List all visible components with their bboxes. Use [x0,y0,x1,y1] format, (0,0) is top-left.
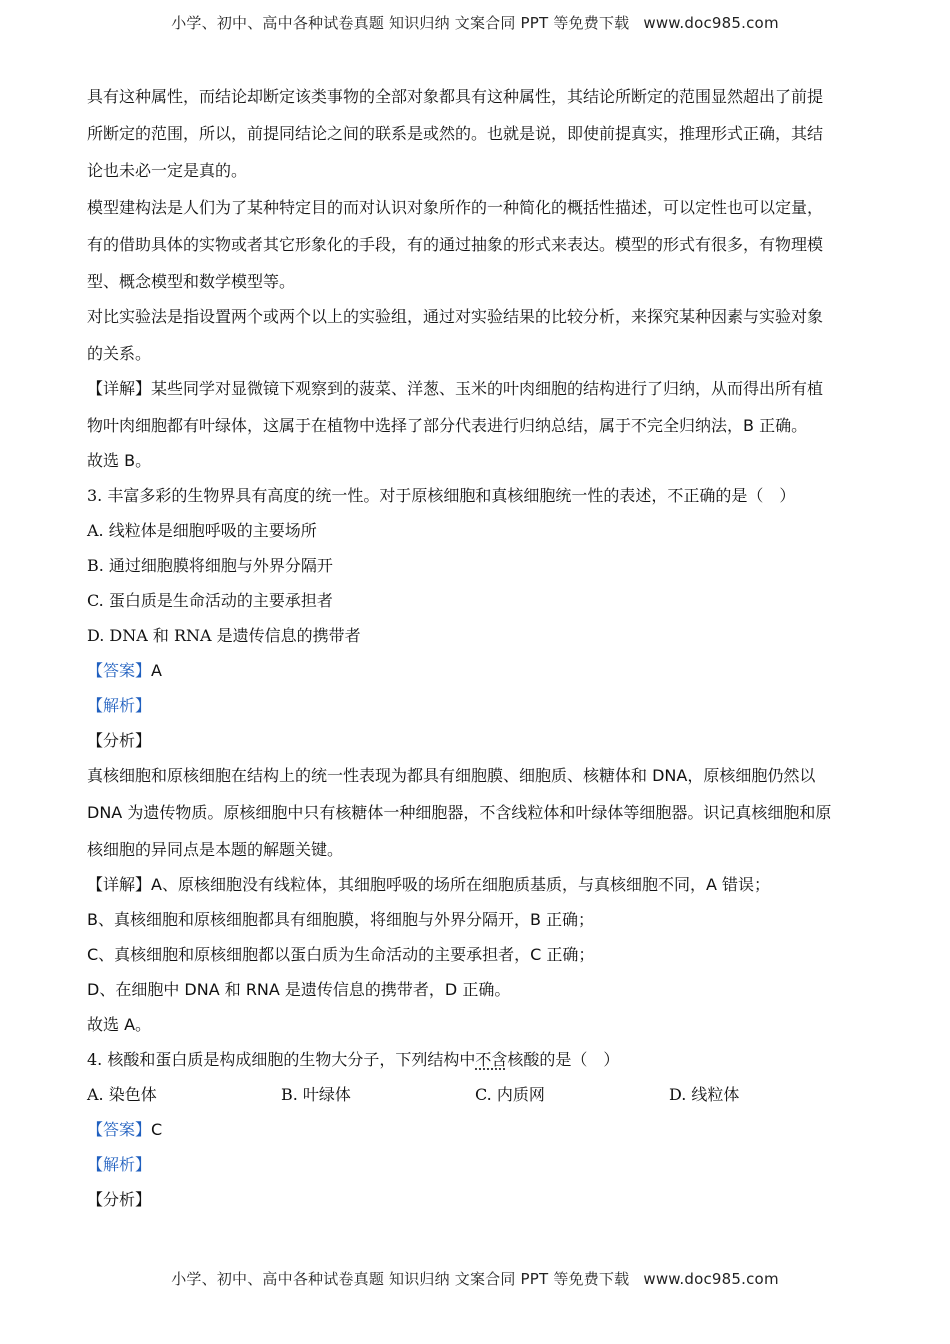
option-a: A. 线粒体是细胞呼吸的主要场所 [87,521,317,540]
options-row [87,1082,867,1108]
analysis-heading: 【分析】 [87,1190,152,1209]
conclusion-line: 故选 B。 [87,451,152,470]
analysis-tag: 【解析】 [87,696,152,715]
analysis-line: DNA 为遗传物质。原核细胞中只有核糖体一种细胞器，不含线粒体和叶绿体等细胞器。识记真核细胞和原 [87,803,832,822]
question-4 [87,1047,867,1073]
header-url[interactable]: www.doc985.com [643,14,779,32]
paragraph-line: 论也未必一定是真的。 [87,161,248,180]
page-footer [0,1268,950,1289]
answer-line [87,1117,867,1143]
option-b: B. 叶绿体 [281,1085,351,1104]
option-b: B. 通过细胞膜将细胞与外界分隔开 [87,556,333,575]
paragraph-line: 模型建构法是人们为了某种特定目的而对认识对象所作的一种简化的概括性描述，可以定性也可以定量， [87,198,824,217]
analysis-tag: 【解析】 [87,1155,152,1174]
footer-text: 小学、初中、高中各种试卷真题 知识归纳 文案合同 PPT 等免费下载 [171,1270,630,1288]
question-4-text-end: 核酸的是（ ） [507,1050,620,1069]
detail-line: C、真核细胞和原核细胞都以蛋白质为生命活动的主要承担者，C 正确； [87,945,595,964]
detail-line: 【详解】A、原核细胞没有线粒体，其细胞呼吸的场所在细胞质基质，与真核细胞不同，A 错误； [87,875,770,894]
paragraph-line: 具有这种属性，而结论却断定该类事物的全部对象都具有这种属性，其结论所断定的范围显然超出了前提 [87,87,824,106]
option-d: D. DNA 和 RNA 是遗传信息的携带者 [87,626,361,645]
analysis-heading: 【分析】 [87,731,152,750]
detail-line: 【详解】某些同学对显微镜下观察到的菠菜、洋葱、玉米的叶肉细胞的结构进行了归纳，从而得出所有植 [87,379,824,398]
paragraph-line: 的关系。 [87,344,152,363]
detail-line: D、在细胞中 DNA 和 RNA 是遗传信息的携带者，D 正确。 [87,980,511,999]
paragraph-line: 对比实验法是指设置两个或两个以上的实验组，通过对实验结果的比较分析，来探究某种因素与实验对象 [87,307,824,326]
header-text: 小学、初中、高中各种试卷真题 知识归纳 文案合同 PPT 等免费下载 [171,14,630,32]
answer-line [87,658,867,684]
option-c: C. 内质网 [475,1085,545,1104]
answer-tag: 【答案】 [87,661,152,680]
conclusion-line: 故选 A。 [87,1015,152,1034]
analysis-line: 真核细胞和原核细胞在结构上的统一性表现为都具有细胞膜、细胞质、核糖体和 DNA，原核细胞仍然以 [87,766,816,785]
paragraph-line: 型、概念模型和数学模型等。 [87,272,296,291]
answer-value: C [151,1120,163,1139]
answer-value: A [151,661,162,680]
option-c: C. 蛋白质是生命活动的主要承担者 [87,591,333,610]
paragraph-line: 有的借助具体的实物或者其它形象化的手段，有的通过抽象的形式来表达。模型的形式有很多，有物理模 [87,235,824,254]
detail-line: 物叶肉细胞都有叶绿体，这属于在植物中选择了部分代表进行归纳总结，属于不完全归纳法，B 正确。 [87,416,808,435]
question-3: 3. 丰富多彩的生物界具有高度的统一性。对于原核细胞和真核细胞统一性的表述，不正确的是（ ） [87,486,796,505]
question-4-text: 4. 核酸和蛋白质是构成细胞的生物大分子，下列结构中 [87,1050,476,1069]
analysis-line: 核细胞的异同点是本题的解题关键。 [87,840,344,859]
footer-url[interactable]: www.doc985.com [643,1270,779,1288]
page-header [0,12,950,33]
option-a: A. 染色体 [87,1085,157,1104]
detail-line: B、真核细胞和原核细胞都具有细胞膜，将细胞与外界分隔开，B 正确； [87,910,595,929]
option-d: D. 线粒体 [669,1085,740,1104]
emphasis-text: 不含 [475,1050,508,1069]
answer-tag: 【答案】 [87,1120,152,1139]
paragraph-line: 所断定的范围，所以，前提同结论之间的联系是或然的。也就是说，即使前提真实，推理形式正确，其结 [87,124,824,143]
document-body [87,84,867,1213]
